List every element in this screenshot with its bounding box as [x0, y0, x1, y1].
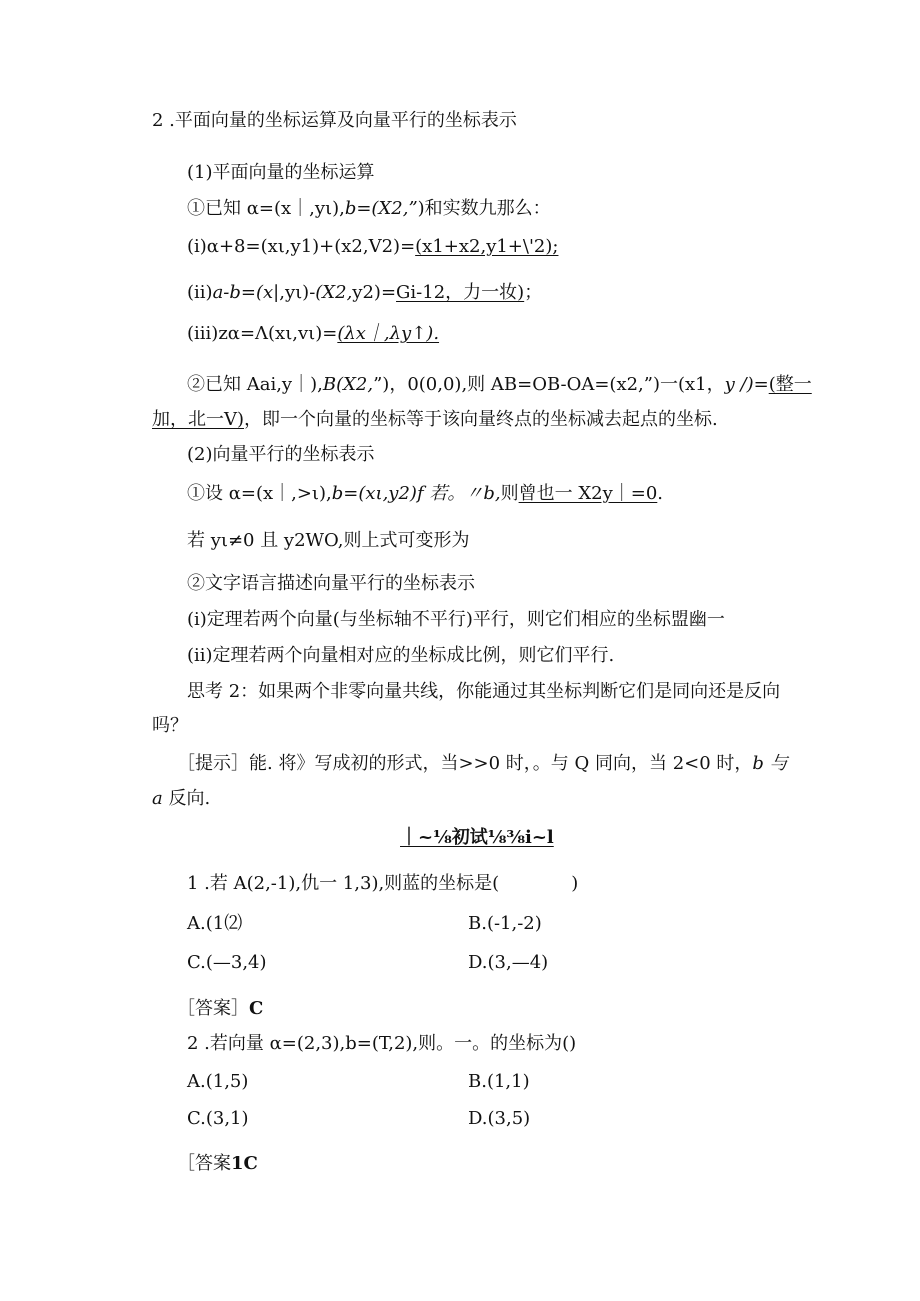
question-2-option-a: A.(1,5) [187, 1071, 249, 1092]
vector-ab-a: ②已知 Aai,y｜), [187, 374, 323, 395]
eq-diff-f: ； [524, 282, 543, 303]
hint-a: ［提示］能. 将》写成初的形式，当>>0 时，。与 Q 同向，当 2<0 时， [177, 753, 753, 774]
eq-sum-lhs: (i)α+8=(xι,y1)+(x2,V2)= [187, 236, 416, 257]
eq-sum [187, 235, 558, 259]
eq-scalar-lhs: (iii)zα=Λ(xι,vι)= [187, 323, 338, 344]
question-1-answer [177, 997, 263, 1021]
eq-diff-b: a-b=(x [212, 282, 274, 303]
practice-banner: ｜~⅛初试⅛⅜i~l [400, 827, 554, 848]
hint-d: 反向. [162, 788, 211, 809]
eq-diff-c: |,yι)- [273, 282, 316, 303]
eq-diff-a: (ii) [187, 282, 213, 303]
vector-ab-b: B(X2, [322, 374, 374, 395]
question-1-answer-value: C [249, 998, 264, 1019]
theorem-2: (ii)定理若两个向量相对应的坐标成比例，则它们平行. [187, 645, 615, 666]
question-2-option-c: C.(3,1) [187, 1108, 249, 1129]
question-1-option-c: C.(—3,4) [187, 952, 267, 973]
hint-line-1 [177, 752, 788, 776]
parallel-formula: 曾也一 X2y｜=0 [518, 483, 658, 504]
question-2-answer-label: ［答案 [177, 1153, 231, 1174]
vector-ab-d: y /)= [724, 374, 769, 395]
hint-c: a [152, 788, 163, 809]
hint-b: b 与 [752, 753, 788, 774]
vector-ab-explanation: ，即一个向量的坐标等于该向量终点的坐标减去起点的坐标. [244, 409, 718, 430]
eq-diff-d: (X2, [315, 282, 353, 303]
theorem-1: (i)定理若两个向量(与坐标轴不平行)平行，则它们相应的坐标盟幽一 [187, 609, 725, 630]
think-question-line-2: 吗？ [152, 715, 188, 736]
question-2-option-d: D.(3,5) [468, 1108, 531, 1129]
question-1-answer-label: ［答案］ [177, 998, 249, 1019]
question-2-answer [177, 1152, 258, 1176]
question-1-option-a: A.(1⑵ [187, 913, 243, 934]
question-1-stem: 1 .若 A(2,-1),仇一 1,3),则蓝的坐标是( ) [187, 873, 579, 894]
parallel-d: 则 [500, 483, 519, 504]
parallel-condition [187, 482, 663, 506]
vector-ab-line-1 [187, 373, 812, 397]
sub1-intro-a: ①已知 α=(x｜,yι), [187, 198, 345, 219]
subsection-title-2: (2)向量平行的坐标表示 [187, 444, 375, 465]
question-1-option-d: D.(3,—4) [468, 952, 549, 973]
parallel-a: ①设 α=(x｜,>ι), [187, 483, 332, 504]
vector-ab-result-end: 加，北一V) [152, 409, 245, 430]
parallel-b: b=(xι,y2) [331, 483, 417, 504]
question-2-option-b: B.(1,1) [468, 1071, 530, 1092]
question-1-option-b: B.(-1,-2) [468, 913, 542, 934]
parallel-transform: 若 yι≠0 且 y2WO,则上式可变形为 [187, 530, 470, 551]
sub1-intro-b: b=(X2,” [344, 198, 418, 219]
vector-ab-c: ”)，0(0,0),则 AB=OB-OA=(x2,”)一(x1， [373, 374, 725, 395]
eq-scalar-rhs: (λx｜,λy↑). [337, 323, 440, 344]
hint-line-2 [152, 787, 210, 811]
parallel-c: f 若。〃b, [416, 483, 501, 504]
eq-sum-rhs: (x1+x2,y1+\'2); [415, 236, 559, 257]
section-heading: 2 .平面向量的坐标运算及向量平行的坐标表示 [152, 110, 517, 131]
think-question-line-1: 思考 2：如果两个非零向量共线，你能通过其坐标判断它们是同向还是反向 [187, 681, 781, 702]
question-2-answer-value: 1C [231, 1153, 258, 1174]
sub1-intro [187, 197, 551, 221]
vector-ab-line-2 [152, 408, 718, 432]
sub1-intro-c: )和实数九那么： [417, 198, 551, 219]
eq-scalar [187, 322, 439, 346]
parallel-text-title: ②文字语言描述向量平行的坐标表示 [187, 573, 475, 594]
subsection-title-1: (1)平面向量的坐标运算 [187, 162, 375, 183]
vector-ab-result-start: (整一 [768, 374, 812, 395]
question-2-stem: 2 .若向量 α=(2,3),b=(T,2),则。一。的坐标为() [187, 1033, 577, 1054]
parallel-e: . [657, 483, 664, 504]
eq-diff-rhs: Gi-12，力一妆) [396, 282, 525, 303]
eq-diff-e: y2)= [352, 282, 397, 303]
eq-diff [187, 281, 542, 305]
